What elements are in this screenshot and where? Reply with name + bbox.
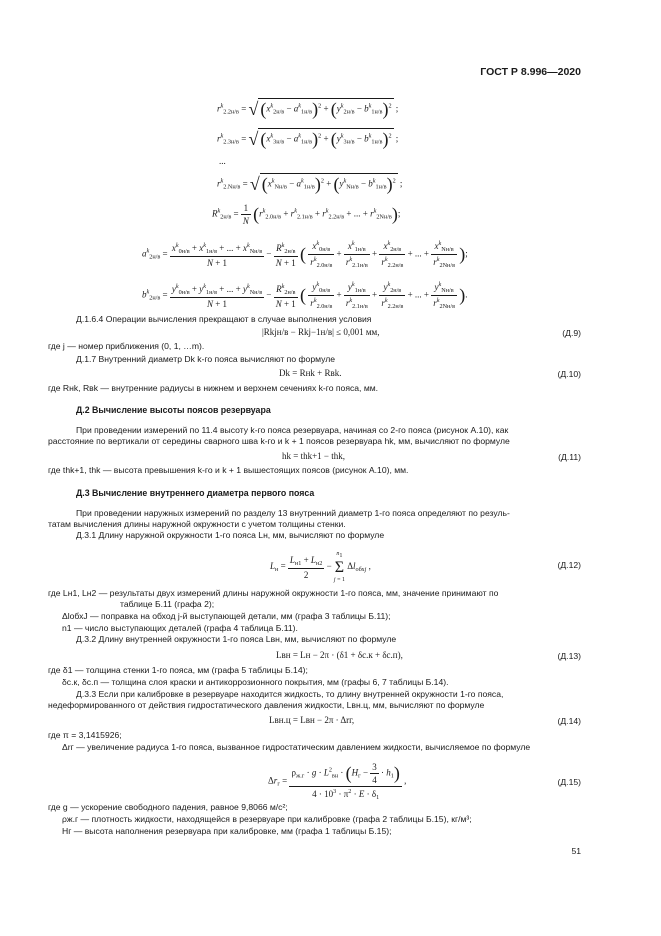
paragraph-d17: Д.1.7 Внутренний диаметр Dk k-го пояса вычисляют по формуле — [76, 354, 336, 364]
paragraph-d3-line2: татам вычисления длины наружной окружности с учетом толщины стенки. — [48, 519, 346, 529]
where-L-line2: таблице Б.11 (графа 2); — [120, 599, 215, 609]
paragraph-d33-line1: Д.3.3 Если при калибровке в резервуаре находится жидкость, то длину внутренней окружности 1-го пояса, — [76, 689, 504, 699]
where-delta-sk: δс.к, δс.п — толщина слоя краски и антикоррозионного покрытия, мм (графы 6, 7 таблицы Б.14). — [62, 677, 449, 687]
where-L-line1: где Lн1, Lн2 — результаты двух измерений длины наружной окружности 1-го пояса, мм, значение принимают по — [48, 588, 499, 598]
equation-d14: Lвн.ц = Lвн − 2π · Δrг, — [269, 715, 355, 725]
equation-d10: Dk = Rнk + Rвk. — [279, 368, 342, 378]
where-delta1: где δ1 — толщина стенки 1-го пояса, мм (графа 5 таблицы Б.14); — [48, 665, 308, 675]
equation-d9-number: (Д.9) — [562, 328, 581, 338]
paragraph-d2-line1: При проведении измерений по 11.4 высоту k-го пояса резервуара, начиная со 2-го пояса (рисунок А.10), как — [76, 425, 509, 435]
where-delta-r: Δrг — увеличение радиуса 1-го пояса, вызванное гидростатическим давлением жидкости, вычисляемое по формуле — [62, 742, 531, 752]
paragraph-d3-line1: При проведении наружных измерений по разделу 13 внутренний диаметр 1-го пояса определяют по резуль- — [76, 508, 510, 518]
document-id: ГОСТ Р 8.996—2020 — [480, 66, 581, 78]
where-H: Hг — высота наполнения резервуара при калибровке, мм (графа 1 таблицы Б.15); — [62, 826, 392, 836]
formula-R2: $R^k_{2н/в}$ = $\frac{1}{N}$ ($r^k_{2.0н/в} + r^k_{2.1н/в} + r^k_{2.2н/в}$ + ... + $r^k_{2Nн/в}$); — [212, 203, 401, 226]
formula-r3: $r^k_{2.3н/в}$ = √ $(x^k_{3н/в} - a^k_{1н/в})^2 + (y^k_{3н/в} - b^k_{1н/в})^2$ ; — [217, 129, 399, 149]
equation-d14-number: (Д.14) — [557, 716, 581, 726]
section-d3-heading: Д.3 Вычисление внутреннего диаметра первого пояса — [76, 488, 315, 498]
equation-d12: $L_н$ = $\frac{L_{н1} + L_{н2}}{2}$ − $n_1$ Σ j = 1 $\Delta l_{обхj}$ , — [270, 551, 371, 583]
equation-d15: $\Delta r_г$ = $\rho_{ж.г} \cdot g \cdot L^2_{вн} \cdot (H_г$ − $\frac{3}{4}$ · $h_1$) $4 \cdot 10^3 \cdot \pi^2 \cdot E \cdot \delta_1$ , — [268, 762, 407, 801]
equation-d13-number: (Д.13) — [557, 651, 581, 661]
where-j: где j — номер приближения (0, 1, …m). — [48, 341, 205, 351]
formula-r2: $r^k_{2.2н/в}$ = √ $(x^k_{2н/в} - a^k_{1н/в})^2 + (y^k_{2н/в} - b^k_{1н/в})^2$ ; — [217, 99, 399, 119]
equation-d13: Lвн = Lн − 2π · (δ1 + δс.к + δс.п), — [276, 650, 403, 660]
equation-d11: hk = thk+1 − thk, — [282, 451, 345, 461]
formula-b2: $b^k_{2н/в}$ = $\frac{y^k_{0н/в} + y^k_{1н/в} + ... + y^k_{Nн/в}}{N + 1}$ − $\frac{R^k_{2н/в}}{N + 1}$ ( $\frac{y^k_{0н/в}}{r^k_{2.0н/в}}$ + $\frac{y^k_{1н/в}}{r^k_{2.1н/в}}$ + $\frac{y^k_{2н/в}}{r^k_{2.2н/в}}$ + ... + $\frac{y^k_{Nн/в}}{r^k_{2Nн/в}}$ ). — [142, 281, 468, 310]
where-th: где thk+1, thk — высота превышения k-го и k + 1 вышестоящих поясов (рисунок А.10), мм. — [48, 465, 409, 475]
where-dl: ΔlобхJ — поправка на обход j-й выступающей детали, мм (графа 3 таблицы Б.11); — [62, 611, 391, 621]
where-n1: n1 — число выступающих деталей (графа 4 таблица Б.11). — [62, 623, 298, 633]
paragraph-d33-line2: недеформированного от действия гидростатического давления жидкости, Lвн.ц, мм, вычисляют по формуле — [48, 700, 485, 710]
where-pi: где π = 3,1415926; — [48, 730, 122, 740]
paragraph-d31: Д.3.1 Длину наружной окружности 1-го пояса Lн, мм, вычисляют по формуле — [76, 530, 385, 540]
section-d2-heading: Д.2 Вычисление высоты поясов резервуара — [76, 405, 271, 415]
equation-d12-number: (Д.12) — [557, 560, 581, 570]
where-R: где Rнk, Rвk — внутренние радиусы в нижнем и верхнем сечениях k-го пояса, мм. — [48, 383, 379, 393]
paragraph-d164: Д.1.6.4 Операции вычисления прекращают в случае выполнения условия — [76, 314, 372, 324]
formula-dots: ... — [219, 156, 226, 166]
formula-rN: $r^k_{2.Nн/в}$ = √ $(x^k_{Nн/в} - a^k_{1н/в})^2 + (y^k_{Nн/в} - b^k_{1н/в})^2$ ; — [217, 174, 403, 194]
formula-a2: $a^k_{2н/в}$ = $\frac{x^k_{0н/в} + x^k_{1н/в} + ... + x^k_{Nн/в}}{N + 1}$ − $\frac{R^k_{2н/в}}{N + 1}$ ( $\frac{x^k_{0н/в}}{r^k_{2.0н/в}}$ + $\frac{x^k_{1н/в}}{r^k_{2.1н/в}}$ + $\frac{x^k_{2н/в}}{r^k_{2.2н/в}}$ + ... + $\frac{x^k_{Nн/в}}{r^k_{2Nн/в}}$ ); — [142, 240, 468, 269]
paragraph-d2-line2: расстояние по вертикали от середины сварного шва k-го и k + 1 поясов резервуара hk, мм, вычисляют по формуле — [48, 436, 510, 446]
equation-d11-number: (Д.11) — [558, 452, 581, 462]
equation-d10-number: (Д.10) — [557, 369, 581, 379]
where-rho: ρж.г — плотность жидкости, находящейся в резервуаре при калибровке (графа 2 таблицы Б.15), кг/м³; — [62, 814, 472, 824]
equation-d15-number: (Д.15) — [557, 777, 581, 787]
where-g: где g — ускорение свободного падения, равное 9,8066 м/с²; — [48, 802, 288, 812]
equation-d9: |Rkjн/в − Rkj−1н/в| ≤ 0,001 мм, — [262, 327, 380, 337]
paragraph-d32: Д.3.2 Длину внутренней окружности 1-го пояса Lвн, мм, вычисляют по формуле — [76, 634, 397, 644]
page-number: 51 — [571, 846, 581, 856]
